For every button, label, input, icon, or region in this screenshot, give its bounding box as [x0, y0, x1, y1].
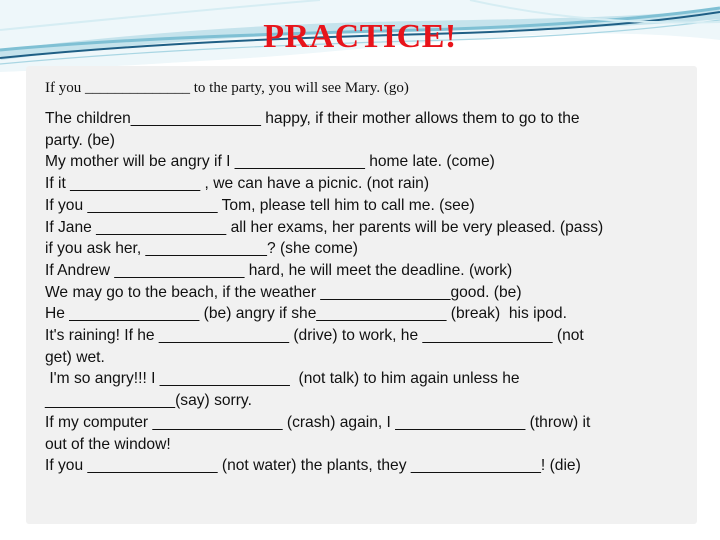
exercise-line: If you _______________ (not water) the plants, they _______________! (die)	[45, 457, 581, 475]
exercise-line: If it _______________ , we can have a picnic. (not rain)	[45, 175, 430, 193]
exercise-list	[45, 108, 690, 477]
exercise-line: If Jane _______________ all her exams, her parents will be very pleased. (pass)	[45, 218, 604, 236]
exercise-line: My mother will be angry if I _______________ home late. (come)	[45, 153, 495, 171]
exercise-line: out of the window!	[45, 435, 171, 453]
exercise-line: party. (be)	[45, 131, 115, 149]
exercise-line: get) wet.	[45, 348, 105, 366]
slide-title: PRACTICE!	[263, 18, 457, 55]
first-sentence: If you ______________ to the party, you will see Mary. (go)	[45, 80, 409, 96]
exercise-line: If you _______________ Tom, please tell him to call me. (see)	[45, 196, 475, 214]
exercise-line: He _______________ (be) angry if she_______________ (break) his ipod.	[45, 305, 567, 323]
exercise-line: The children_______________ happy, if their mother allows them to go to the	[45, 110, 580, 127]
exercise-line: if you ask her, ______________? (she come)	[45, 240, 358, 258]
exercise-line: If Andrew _______________ hard, he will meet the deadline. (work)	[45, 261, 513, 279]
exercise-line: It's raining! If he _______________ (drive) to work, he _______________ (not	[45, 327, 584, 345]
exercise-line: _______________(say) sorry.	[45, 392, 252, 410]
exercise-line: We may go to the beach, if the weather _______________good. (be)	[45, 283, 522, 301]
exercise-line: I'm so angry!!! I _______________ (not talk) to him again unless he	[45, 370, 520, 388]
exercise-line: If my computer _______________ (crash) again, I _______________ (throw) it	[45, 413, 591, 431]
